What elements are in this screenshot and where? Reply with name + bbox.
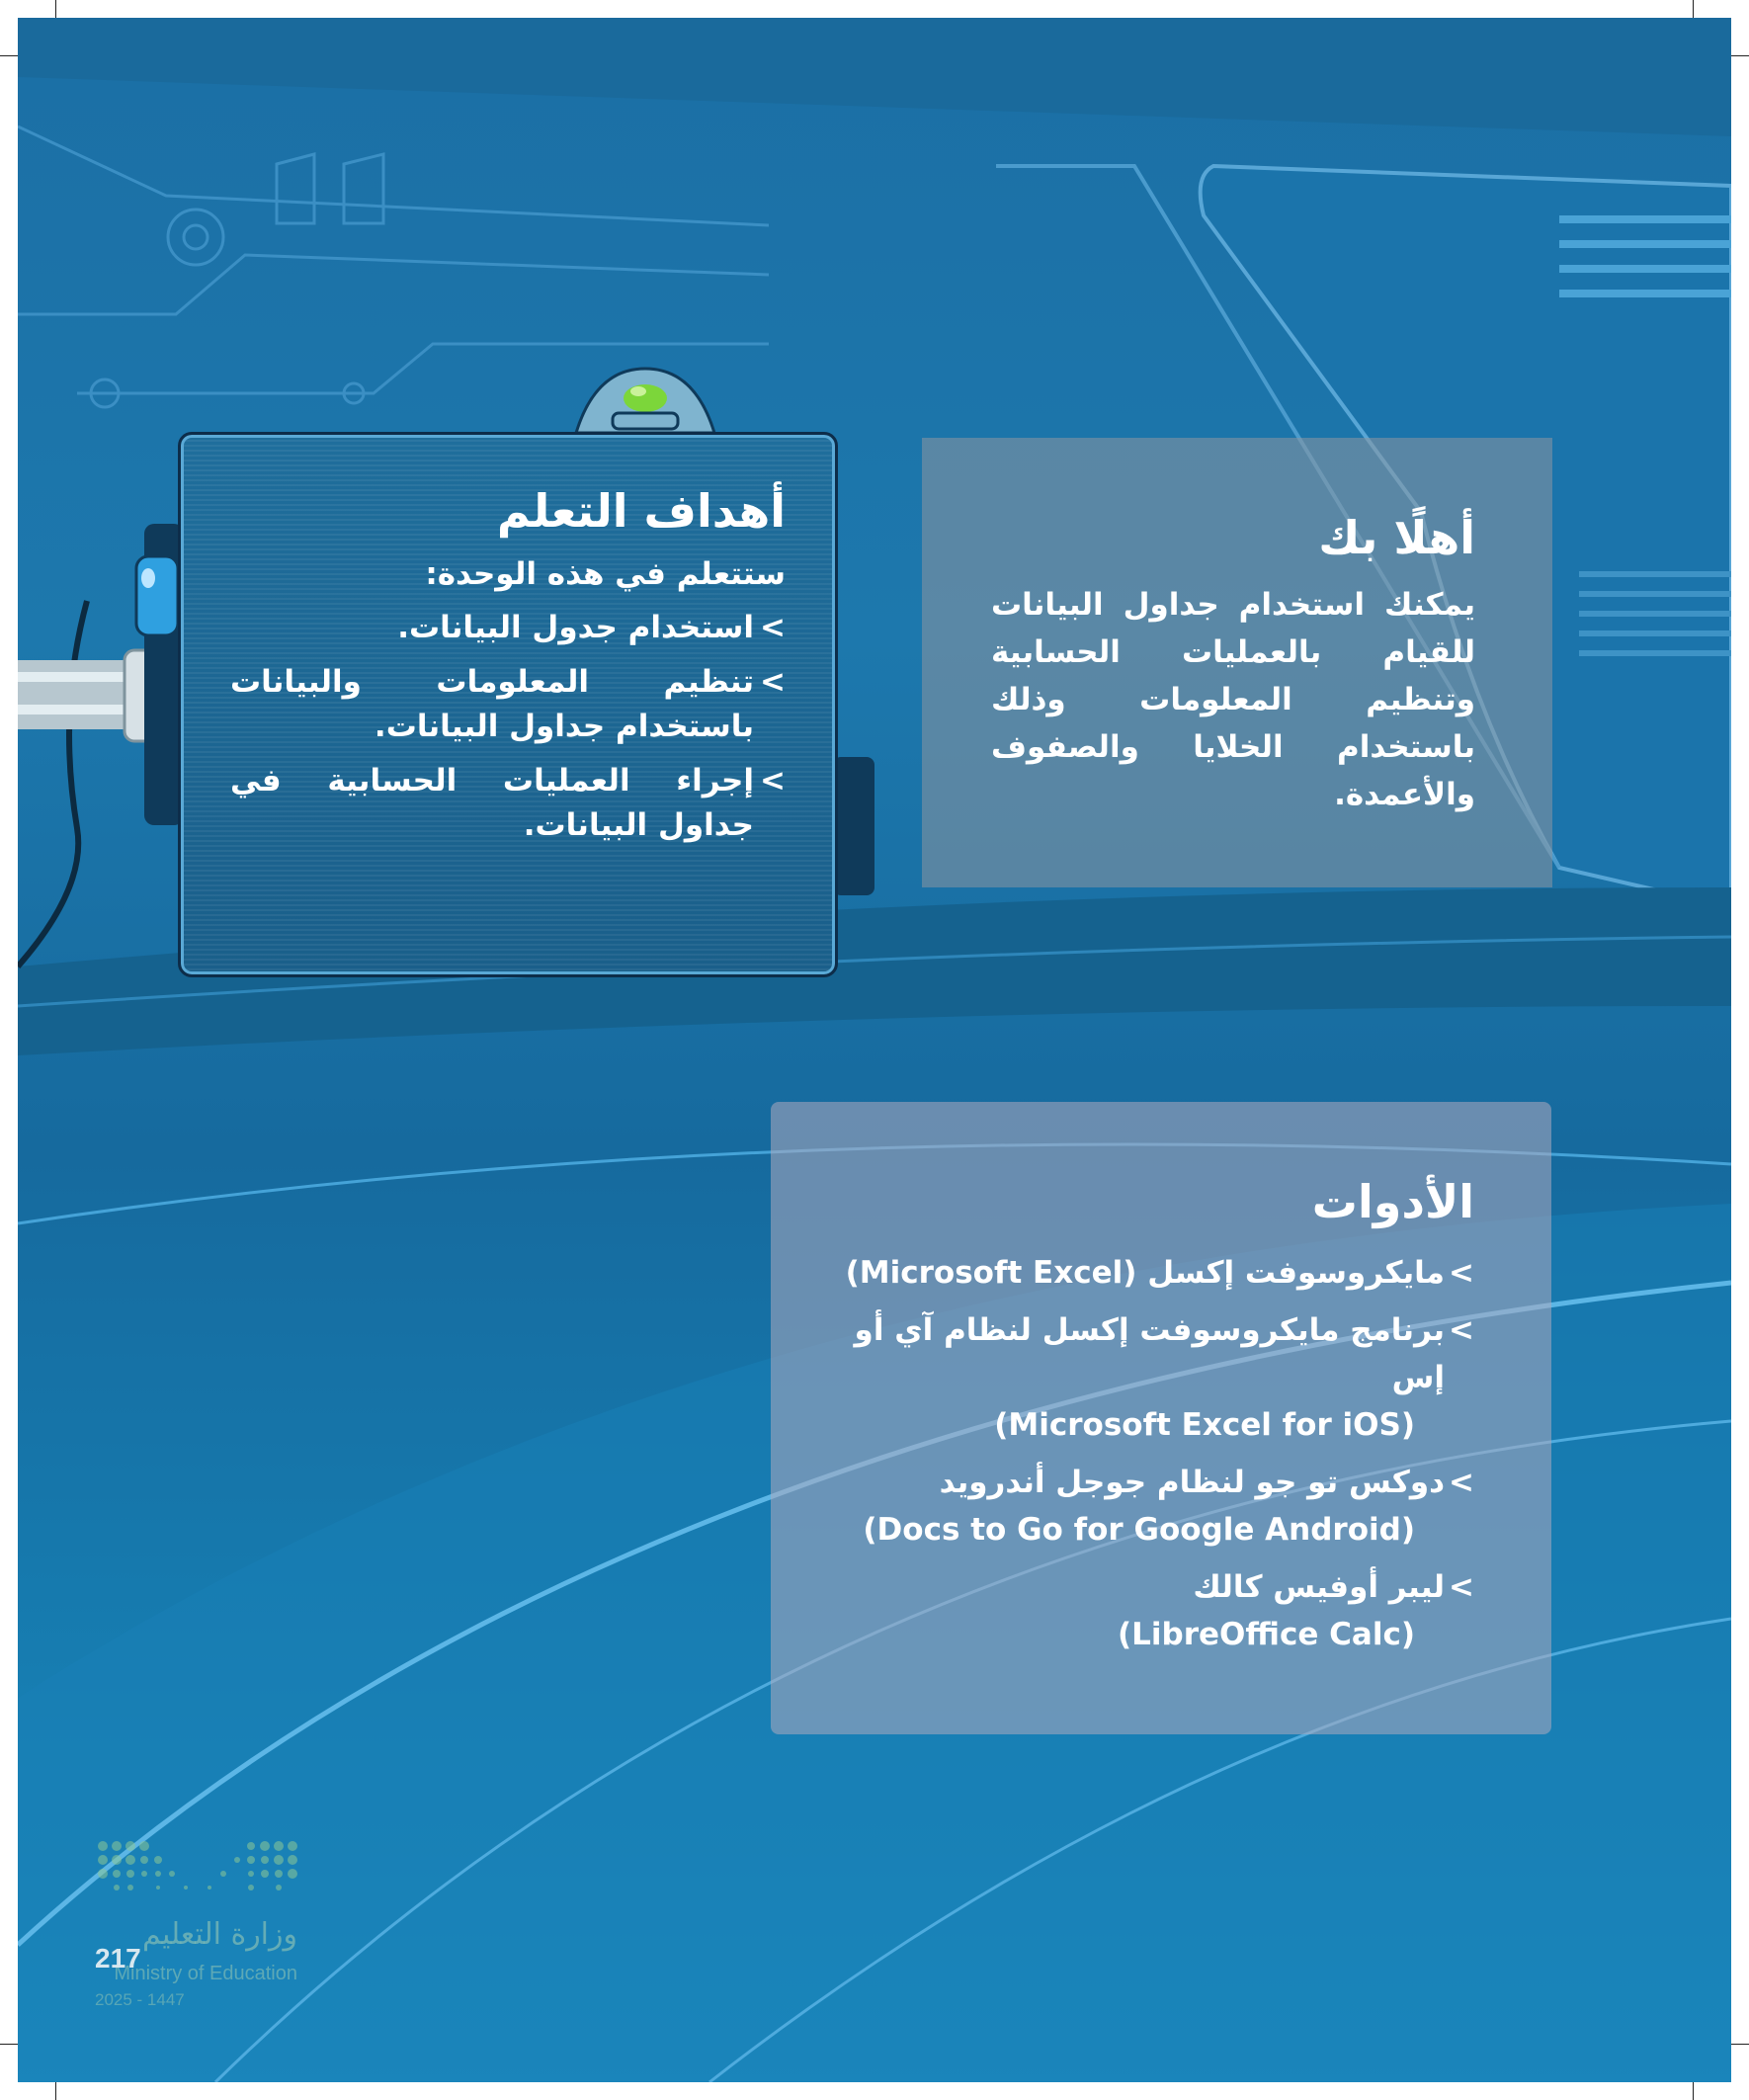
objectives-intro: ستتعلم في هذه الوحدة: <box>425 555 786 592</box>
background-illustration <box>18 18 1731 2082</box>
tool-item <box>830 1249 1474 1297</box>
cable <box>18 601 87 966</box>
vent-line <box>1559 290 1731 297</box>
objective-item: > إجراء العمليات الحسابية في جداول البيانات. <box>230 759 786 848</box>
indicator-light-shine <box>630 386 646 396</box>
circuit-line <box>18 255 769 314</box>
objective-item: > تنظيم المعلومات والبيانات باستخدام جداول البيانات. <box>230 660 786 749</box>
page-background <box>18 18 1731 2082</box>
ministry-year: 2025 - 1447 <box>95 1990 185 2009</box>
welcome-panel <box>922 438 1552 887</box>
ministry-logo <box>95 1838 302 2016</box>
tool-name-english: (Microsoft Excel for iOS) <box>994 1406 1415 1443</box>
vent-line <box>1559 240 1731 248</box>
pipe <box>18 660 141 729</box>
indicator-light <box>624 384 667 412</box>
pipe-highlight <box>18 705 141 714</box>
blue-button-shine <box>141 568 155 588</box>
tool-name-english: (LibreOffice Calc) <box>1117 1616 1415 1652</box>
circuit-node <box>168 210 223 265</box>
tool-name-arabic: ليبر أوفيس كالك <box>1193 1568 1445 1605</box>
tool-item <box>830 1459 1474 1554</box>
vent-line <box>1579 650 1731 656</box>
learning-objectives-panel <box>178 432 838 977</box>
circuit-node <box>184 225 208 249</box>
tool-item <box>830 1306 1474 1449</box>
objectives-title: أهداف التعلم <box>496 484 786 538</box>
vent-line <box>1559 215 1731 223</box>
vent-line <box>1559 265 1731 273</box>
panel-side-right <box>833 757 874 895</box>
vent-line <box>1579 611 1731 617</box>
page-number: 217 <box>95 1943 141 1974</box>
pipe-highlight <box>18 672 141 682</box>
tool-name-english: (Docs to Go for Google Android) <box>863 1511 1415 1548</box>
welcome-title: أهلًا بك <box>1318 511 1475 564</box>
tools-panel <box>771 1102 1551 1734</box>
circuit-line <box>18 126 769 225</box>
ministry-dots-icon <box>95 1838 302 1899</box>
tools-title: الأدوات <box>1311 1175 1474 1228</box>
objectives-list <box>230 606 786 848</box>
vent-line <box>1579 630 1731 636</box>
circuit-chip <box>344 154 383 223</box>
objective-item: > استخدام جدول البيانات. <box>230 606 786 650</box>
tools-list <box>830 1249 1474 1658</box>
tool-name-arabic: برنامج مايكروسوفت إكسل لنظام آي أو إس <box>854 1311 1445 1395</box>
circuit-chip <box>277 154 314 223</box>
ministry-name-arabic: وزارة التعليم <box>141 1917 297 1952</box>
tool-name-arabic: مايكروسوفت إكسل <box>1147 1254 1445 1291</box>
top-band <box>18 18 1731 136</box>
light-base <box>613 413 678 429</box>
vent-line <box>1579 591 1731 597</box>
tool-name-arabic: دوكس تو جو لنظام جوجل أندرويد <box>939 1464 1445 1500</box>
blue-button <box>136 556 178 635</box>
welcome-body: يمكنك استخدام جداول البيانات للقيام بالعمليات الحسابية وتنظيم المعلومات وذلك باستخدام الخلايا والصفوف والأعمدة. <box>991 586 1475 812</box>
vent-line <box>1579 571 1731 577</box>
tool-name-english: (Microsoft Excel) <box>845 1254 1137 1291</box>
tool-item <box>830 1563 1474 1658</box>
ministry-name-english: Ministry of Education <box>114 1963 297 1984</box>
